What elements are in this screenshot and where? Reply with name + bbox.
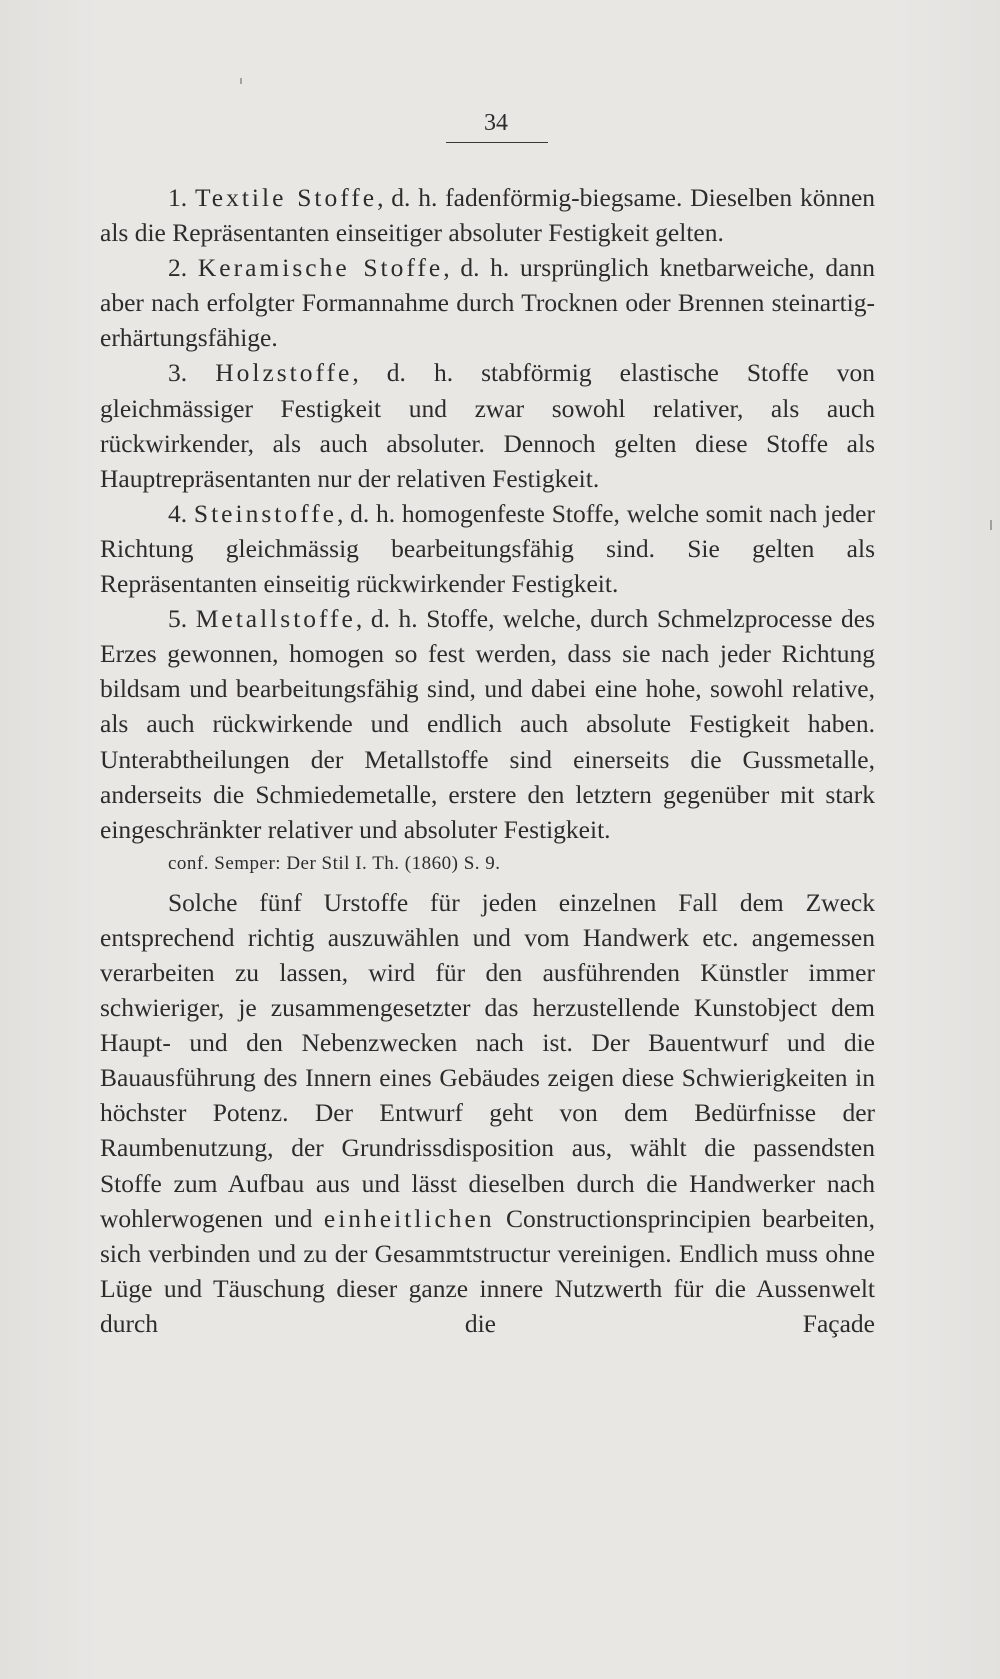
item-text: , d. h. stabförmig elastische Stoffe von gleichmässiger Festigkeit und zwar sowohl relativer, als auch rückwirkender, als auch absoluter. Dennoch gelten diese Stoffe als Hauptrepräsentanten nur der relativen Festigkeit. (100, 358, 876, 493)
item-term: Textile Stoffe (194, 183, 378, 212)
item-text: , d. h. ursprünglich knetbarweiche, dann aber nach erfolgter Formannahme durch Trocknen oder Brennen steinartig-erhärtungsfähige. (100, 253, 875, 353)
body-text (100, 180, 875, 1341)
spaced-word: einheitlichen (323, 1203, 495, 1233)
item-text: , d. h. homogenfeste Stoffe, welche somit nach jeder Richtung gleichmässig bearbeitungsfähig sind. Sie gelten als Repräsentanten einseitig rückwirkender Festigkeit. (100, 498, 875, 599)
list-item-holz (100, 355, 875, 495)
list-item-stein (100, 496, 875, 601)
item-term: Steinstoffe (193, 498, 337, 528)
paragraph-urstoffe (100, 885, 875, 1341)
top-speck (240, 78, 242, 84)
item-text: , d. h. fadenförmig-biegsame. Dieselben können als die Repräsentanten einseitiger absoluter Festigkeit gelten. (100, 183, 876, 248)
item-term: Metallstoffe (195, 604, 356, 634)
list-item-keramisch (100, 250, 875, 355)
page-number: 34 (484, 110, 508, 136)
item-text: , d. h. Stoffe, welche, durch Schmelzprocesse des Erzes gewonnen, homogen so fest werden, dass sie nach jeder Richtung bildsam und bearbeitungsfähig sind, und dabei eine hohe, sowohl relative, als auch rückwirkende und endlich auch absolute Festigkeit haben. Unterabtheilungen der Metallstoffe sind einerseits die Gussmetalle, anderseits die Schmiedemetalle, erstere den letztern gegenüber mit stark eingeschränkter relativer und absoluter Festigkeit. (100, 604, 875, 844)
item-number: 5. (168, 604, 188, 634)
item-term: Holzstoffe (215, 358, 353, 388)
reference-note: conf. Semper: Der Stil I. Th. (1860) S. 9. (168, 852, 501, 874)
item-number: 3. (168, 358, 188, 388)
paragraph-end: Constructionsprincipien bearbeiten, sich verbinden und zu der Gesammtstructur vereinigen. Endlich muss ohne Lüge und Täuschung dieser ganze innere Nutzwerth für die Aussenwelt durch die Façade (100, 1203, 875, 1338)
list-item-metall (100, 601, 875, 847)
item-number: 2. (168, 253, 188, 283)
item-number: 4. (168, 498, 188, 528)
item-number: 1. (168, 183, 188, 212)
page-number-rule (446, 142, 548, 143)
paragraph-start: Solche fünf Urstoffe für jeden einzelnen Fall dem Zweck entsprechend richtig auszuwählen und vom Handwerk etc. angemessen verarbeiten zu lassen, wird für den ausführenden Künstler immer schwieriger, je zusammengesetzter das herzustellende Kunstobject dem Haupt- und den Nebenzwecken nach ist. Der Bauentwurf und die Bauausführung des Innern eines Gebäudes zeigen diese Schwierigkeiten in höchster Potenz. Der Entwurf geht von dem Bedürfnisse der Raumbenutzung, der Grundrissdisposition aus, wählt die passendsten Stoffe zum Aufbau aus und lässt dieselben durch die Handwerker nach wohlerwogenen und (100, 887, 875, 1233)
list-item-textile (100, 180, 875, 250)
item-term: Keramische Stoffe (197, 253, 444, 283)
margin-speck (990, 520, 992, 530)
